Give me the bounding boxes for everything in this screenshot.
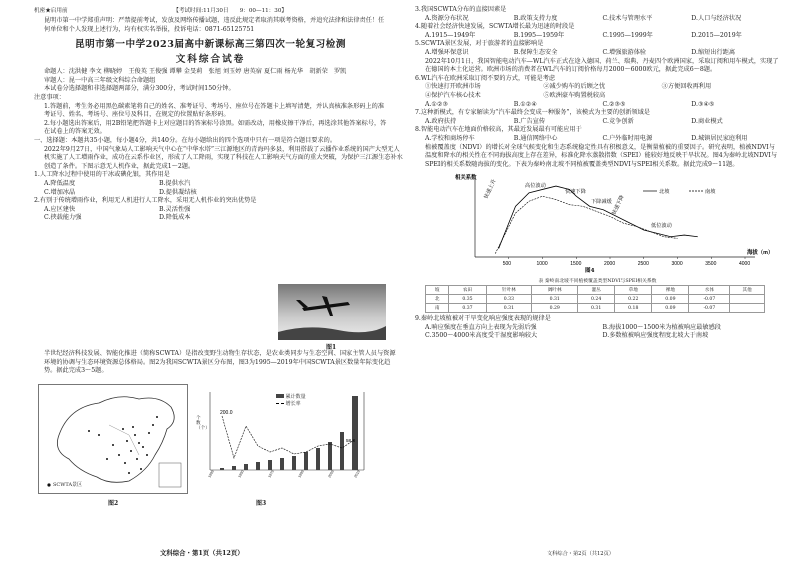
q9-option-c[interactable]: C.3500～4000米高度受干湿度影响较大 — [425, 332, 538, 340]
stage-label: 下降减缓 — [591, 199, 612, 206]
x-axis-label: 海拔（m） — [747, 250, 774, 257]
figure-4-chart — [415, 171, 775, 275]
x-tick-label: 1000 — [536, 261, 548, 268]
notes-title: 注意事项： — [34, 93, 65, 101]
q1-option-d[interactable]: D.提供凝结核 — [159, 188, 197, 196]
table-row — [426, 304, 765, 313]
legend-cumulative: 累计数量 — [285, 394, 306, 400]
stage-label: 低位波动 — [651, 223, 672, 230]
series-line-north — [499, 186, 698, 248]
question-3-options — [415, 15, 780, 24]
q1-option-b[interactable]: B.提供水汽 — [159, 179, 191, 187]
table-head-cell: 坡 — [426, 286, 449, 295]
q4-option-a[interactable]: A.1915—1949年 — [425, 31, 476, 39]
x-tick-label: 4000 — [739, 261, 751, 268]
q7-option-b[interactable]: B.广告宣传 — [513, 117, 546, 125]
legend-label: 南坡 — [705, 189, 716, 196]
table-cell — [730, 304, 765, 313]
exam-time: 【考试时间:11月30日 9：00—11：30】 — [173, 8, 287, 14]
table-cell: 0.31 — [532, 295, 578, 304]
table-cell: 0.29 — [532, 304, 578, 313]
question-4: 4.随着社会经济快速发展，SCWTA增长最为迅速的时段是 — [415, 23, 575, 31]
stage-label: 高位波动 — [525, 183, 546, 190]
page-right — [397, 0, 794, 561]
question-6: 6.WL汽车在欧洲采取订阅不要的方式，可能是考虑 — [415, 74, 556, 82]
q1-option-c[interactable]: C.增加冰晶 — [44, 188, 76, 196]
q3-option-a[interactable]: A.资源分布状况 — [425, 14, 469, 22]
table-cell: 北 — [426, 295, 449, 304]
question-6-options — [415, 101, 780, 110]
q4-option-b[interactable]: B.1995—1959年 — [513, 31, 565, 39]
table-cell: -0.07 — [689, 295, 730, 304]
figure-1-drone-photo — [278, 284, 386, 340]
china-map-icon — [39, 385, 187, 493]
q4-option-c[interactable]: C.1995—1999年 — [602, 31, 653, 39]
table-head-cell: 灌丛 — [578, 286, 615, 295]
correlation-table — [425, 285, 765, 313]
table-cell: 0.37 — [449, 304, 486, 313]
table-cell — [730, 295, 765, 304]
q5-option-b[interactable]: B.保障生态安全 — [513, 48, 558, 56]
q3-option-b[interactable]: B.政策支持力度 — [513, 14, 558, 22]
svg-text:1950: 1950 — [237, 469, 245, 479]
question-6-items — [415, 83, 780, 100]
q6-option-a[interactable]: A.①②③ — [425, 100, 449, 108]
q6-option-c[interactable]: C.②③⑤ — [602, 100, 626, 108]
figure-4-caption: 图4 — [585, 268, 595, 275]
figure-3-chart — [196, 386, 386, 498]
table-cell: 0.22 — [615, 295, 652, 304]
passage-4: 植被覆盖度（NDVI）的增长对全球气候变化和生态系统稳定性具有积极意义，是衡量植被的重要因子。研究表明，植被NDVI与温度和降水的相关性在不同海拔高度上存在差异，标准化降水蒸散指数（SPEI）能较好地反映干旱状况。图4为秦岭北坡NDVI与SPEI的相关系数随海拔的变化。下表为秦岭南北坡不同植被覆盖类型NDVI与SPEI相关系数。据此完成9～11题。 — [425, 143, 778, 168]
x-tick-label: 2500 — [637, 261, 649, 268]
table-head-cell: 农田 — [449, 286, 486, 295]
svg-text:1975: 1975 — [267, 469, 275, 479]
authors: 命题人：沈洪健 李文 柳晓婷 王俊英 王俊强 谭攀 金旻莉 张旭 刘玉婷 唐英宿 夏仁雨 杨光华 胡新荣 罗凯 — [44, 68, 347, 76]
page-1-footer: 文科综合・第1页（共12页） — [160, 549, 244, 557]
q7-option-d[interactable]: D.商业模式 — [691, 117, 723, 125]
figure-1-caption: 图1 — [326, 344, 337, 351]
question-5-options — [415, 49, 780, 58]
x-tick-label: 3000 — [671, 261, 683, 268]
legend-growth-rate: 增长率 — [285, 401, 301, 407]
exam-title: 昆明市第一中学2023届高中新课标高三第四次一轮复习检测 — [75, 39, 346, 51]
svg-text:1995: 1995 — [207, 469, 215, 479]
question-9-options — [415, 324, 780, 341]
figure-4-plot — [415, 171, 775, 275]
q9-option-b[interactable]: B.海拔1000～1500米为植被响应最敏感段 — [602, 323, 721, 331]
figure-3-legend — [276, 394, 306, 408]
question-2-options — [34, 206, 274, 223]
table-cell: 0.31 — [578, 304, 615, 313]
figure-2-map — [38, 384, 188, 494]
table-head-cell: 水体 — [689, 286, 730, 295]
table-head-cell: 裸地 — [652, 286, 689, 295]
q5-option-d[interactable]: D.缩短出行距离 — [691, 48, 736, 56]
q6-option-d[interactable]: D.③④⑤ — [691, 100, 715, 108]
stage-label: 快速下降 — [611, 194, 626, 217]
question-5: 5.SCWTA景区发展，对于旅游者的直接影响是 — [415, 40, 544, 48]
question-3: 3.我国SCWTA分布的直接因素是 — [415, 6, 507, 13]
table-title: 表 秦岭南北坡不同植被覆盖类型NDVI与SPEI相关系数 — [538, 279, 657, 285]
table-head-cell: 阔叶林 — [532, 286, 578, 295]
q6-item-4: ④保护汽车核心技术 — [425, 91, 481, 99]
q8-option-a[interactable]: A.学校和商场停车 — [425, 134, 475, 142]
stage-label: 快速下降 — [565, 189, 586, 196]
figure-2-caption: 图2 — [108, 500, 119, 507]
x-tick-label: 1500 — [570, 261, 582, 268]
q2-option-a[interactable]: A.应区建快 — [44, 205, 76, 213]
svg-text:58.3: 58.3 — [346, 438, 355, 443]
q9-option-d[interactable]: D.多数植被响应强度程度北坡大于南坡 — [602, 332, 709, 340]
q2-option-c[interactable]: C.挟载能力强 — [44, 214, 82, 222]
q3-option-d[interactable]: D.人口与经济状况 — [691, 14, 742, 22]
table-cell: 0.33 — [486, 295, 532, 304]
passage-1: 2022年9月27日，中国气象局人工影响天气中心在“中华水塔”三江源地区的青海玛多县，利用搭载了云播作业系统的国产大型无人机实施了人工增雨作业，成功在云系作业区，形成了人工降雨，实现了科技在人工影响天气方面的重大突破，为保护三江源生态补水创造了条件。下图示意无人机作业，据此完成1～2题。 — [44, 145, 403, 170]
q6-item-1: ①快速打开欧洲市场 — [425, 83, 481, 91]
drone-icon — [278, 284, 386, 340]
svg-text:200.0: 200.0 — [220, 410, 233, 416]
q6-item-5: ⑤欧洲豪车购置税较高 — [543, 91, 606, 99]
question-8-options — [415, 135, 780, 144]
x-tick-label: 3500 — [705, 261, 717, 268]
note-2: 2.每小题选出答案后，用2B铅笔把答题卡上对应题目的答案标号涂黑。如需改动，用橡皮擦干净后，再选涂其他答案标号，答在试卷上的答案无效。 — [44, 119, 387, 136]
data-table — [415, 277, 780, 313]
table-head-cell: 草地 — [615, 286, 652, 295]
question-1-options — [34, 180, 274, 197]
table-cell: 0.31 — [486, 304, 532, 313]
table-head-cell: 其他 — [730, 286, 765, 295]
note-1: 1.答题前，考生务必用黑色碳素笔将自己的姓名、准考证号、考场号、座位号在答题卡上填写清楚，并认真核准条形码上的准考证号、姓名、考场号、座位号及科目，在规定的位置贴好条形码。 — [44, 102, 385, 119]
q7-option-c[interactable]: C.竞争创新 — [602, 117, 634, 125]
secret-label: 机密★启用前 — [34, 8, 68, 14]
figure-3-ylabel: 个数（个） — [196, 416, 210, 431]
table-cell: 0.09 — [652, 295, 689, 304]
svg-text:2005: 2005 — [327, 469, 335, 479]
figure-3-caption: 图3 — [256, 500, 267, 507]
page-header — [34, 6, 387, 14]
question-8: 8.智能电动汽车在地面价格较高，其最近发展最有可能应用于 — [415, 126, 582, 134]
q5-option-c[interactable]: C.增强旅游体验 — [602, 48, 647, 56]
passage-3: 2022年10月1日，我国智能电动汽车—WL汽车正式在途入德国、荷兰、瑞典、丹麦四个欧洲国家，采取订阅和用车模式，实现了在德国的本土化运营。欧洲市场的消费者在WL汽车的订阅价格每月2000～6000欧元，据此完成6～8题。 — [425, 57, 779, 74]
q6-option-b[interactable]: B.①②④ — [513, 100, 537, 108]
x-tick-label: 500 — [502, 261, 512, 268]
table-cell: -0.07 — [689, 304, 730, 313]
svg-text:1995: 1995 — [297, 469, 305, 479]
q8-option-c[interactable]: C.户外临时用电源 — [602, 134, 653, 142]
q6-item-2: ②减少购车的后顾之忧 — [543, 83, 606, 91]
figure-2-legend: SCWTA景区 — [53, 482, 83, 488]
q7-option-a[interactable]: A.政府扶持 — [425, 117, 457, 125]
q8-option-d[interactable]: D.城镇居民家庭利用 — [691, 134, 748, 142]
passage-2: 半世纪经济科技发展、智能化推进（简称SCWTA）是指改变野生动物生存状态，是农业类同步与生态空间、国家主管人员与资源环境的协调与生态环境资源总体格局。图2为我国SCWTA景区分布图，图3为1995—2019年中国SCWTA景区数量年际变化趋势。据此完成3～5题。 — [44, 350, 396, 375]
y-axis-label: 相关系数 — [455, 175, 477, 182]
q5-option-a[interactable]: A.增强环保意识 — [425, 48, 469, 56]
table-header-row — [426, 286, 765, 295]
q9-option-a[interactable]: A.响应强度在垂直方向上表现为先弱后强 — [425, 323, 537, 331]
table-row — [426, 295, 765, 304]
q3-option-c[interactable]: C.技术与管理水平 — [602, 14, 653, 22]
table-cell: 0.09 — [652, 304, 689, 313]
page-2-footer: 文科综合・第2页（共12页） — [547, 551, 614, 557]
scoring-info: 本试卷分选择题和非选择题两部分，满分300分，考试时间150分钟。 — [44, 85, 235, 93]
q4-option-d[interactable]: D.2015—2019年 — [691, 31, 742, 39]
section-1-heading: 一、选择题：本题共35小题，每小题4分，共140分。在每小题给出的四个选项中只有一项是符合题目要求的。 — [34, 136, 337, 144]
q2-option-d[interactable]: D.降低成本 — [159, 214, 191, 222]
question-2: 2.有别于传统增雨作业，利用无人机进行人工降水，采用无人机作业的突出优势是 — [34, 197, 257, 205]
reviewer: 审题人：昆一中高三年级文科综合命题组 — [44, 76, 156, 84]
question-7: 7.这种新模式，有专家解读为“汽车最终会变成一种服务”，该模式为主要的创新领域是 — [415, 109, 650, 117]
q2-option-b[interactable]: B.灵活性强 — [159, 205, 191, 213]
q8-option-b[interactable]: B.通信网络中心 — [513, 134, 558, 142]
table-cell: 0.24 — [578, 295, 615, 304]
question-9: 9.秦岭北坡植被对干旱变化响应强度表现的规律是 — [415, 315, 551, 323]
x-tick-label: 2000 — [604, 261, 616, 268]
intro-statement: 昆明市第一中学郑重声明：严禁提前考试，发放及网络传播试题，违反此规定者取消其联考资格，并追究法律和法律责任！任何单位和个人发现上述行为，均有权实名举报，投诉电话：0871-65125751 — [44, 17, 385, 33]
legend-label: 北坡 — [659, 189, 670, 196]
table-head-cell: 针叶林 — [486, 286, 532, 295]
table-cell: 0.18 — [615, 304, 652, 313]
q1-option-a[interactable]: A.降低温度 — [44, 179, 76, 187]
exam-subtitle: 文科综合试卷 — [175, 54, 246, 66]
svg-text:2019: 2019 — [353, 469, 361, 479]
table-cell: 南 — [426, 304, 449, 313]
stage-label: 快速上升 — [483, 178, 498, 201]
table-cell: 0.35 — [449, 295, 486, 304]
q6-item-3: ③方便回收再利用 — [661, 83, 712, 91]
question-1: 1.人工降水过程中使用的干冰或碘化银，其作用是 — [34, 171, 170, 179]
